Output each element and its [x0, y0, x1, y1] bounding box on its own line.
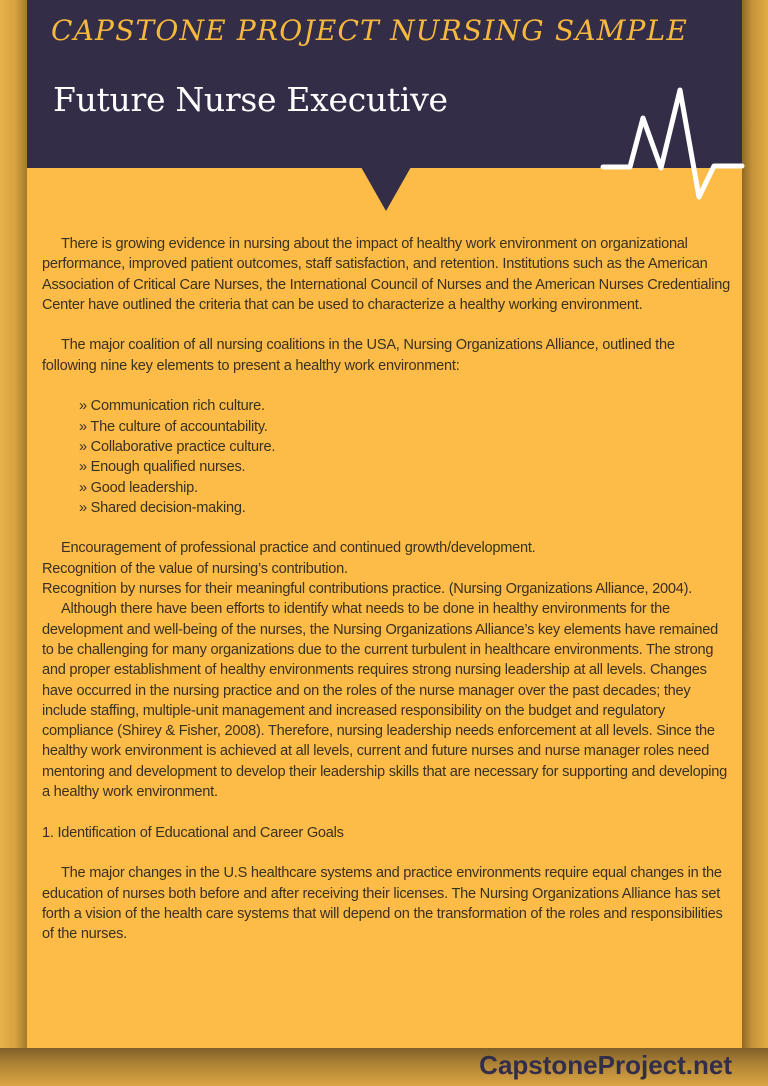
key-elements-list	[42, 396, 732, 518]
list-item: » Collaborative practice culture.	[79, 438, 276, 455]
paragraph-coalition: The major coalition of all nursing coalitions in the USA, Nursing Organizations Alliance, outlined the following nine key elements to present a healthy work environment:	[42, 337, 675, 374]
document-title: Future Nurse Executive	[53, 80, 448, 119]
list-item: » The culture of accountability.	[79, 418, 268, 435]
list-item: » Shared decision-making.	[79, 499, 246, 516]
header-pointer-triangle	[361, 167, 411, 211]
list-item: » Good leadership.	[79, 479, 198, 496]
right-frame-edge	[742, 0, 768, 1086]
document-kicker: CAPSTONE PROJECT NURSING SAMPLE	[51, 14, 689, 47]
section-heading: 1. Identification of Educational and Career Goals	[42, 824, 344, 841]
line-recognition-value: Recognition of the value of nursing’s contribution.	[42, 560, 348, 577]
document-card	[27, 0, 742, 1048]
list-item: » Enough qualified nurses.	[79, 459, 246, 476]
paragraph-intro: There is growing evidence in nursing about the impact of healthy work environment on organizational performance, improved patient outcomes, staff satisfaction, and retention. Institutions such as the American Association of Critical Care Nurses, the International Council of Nurses and the American Nurses Credentialing Center have outlined the criteria that can be used to characterize a healthy working environment.	[42, 236, 730, 313]
paragraph-education: The major changes in the U.S healthcare systems and practice environments require equal changes in the education of nurses both before and after receiving their licenses. The Nursing Organizations Alliance has set forth a vision of the health care systems that will depend on the transformation of the roles and responsibilities of the nurses.	[42, 865, 723, 943]
line-encouragement: Encouragement of professional practice and continued growth/development.	[61, 540, 536, 557]
heartbeat-pulse-icon	[600, 80, 745, 210]
footer-site-link[interactable]: CapstoneProject.net	[479, 1050, 732, 1080]
paragraph-leadership: Although there have been efforts to identify what needs to be done in healthy environments for the development and well-being of the nurses, the Nursing Organizations Alliance’s key elements have remained to be challenging for many organizations due to the current turbulent in healthcare environments. The strong and proper establishment of healthy environments requires strong nursing leadership at all levels. Changes have occurred in the nursing practice and on the roles of the nurse manager over the past decades; they include staffing, multiple-unit management and increased responsibility on the budget and regulatory compliance (Shirey & Fisher, 2008). Therefore, nursing leadership needs enforcement at all levels. Since the healthy work environment is achieved at all levels, current and future nurses and nurse manager roles need mentoring and development to develop their leadership skills that are necessary for supporting and developing a healthy work environment.	[42, 601, 728, 801]
list-item: » Communication rich culture.	[79, 398, 265, 415]
document-body	[42, 234, 732, 944]
line-recognition-nurses: Recognition by nurses for their meaningful contributions practice. (Nursing Organizations Alliance, 2004).	[42, 581, 693, 598]
left-frame-edge	[0, 0, 27, 1086]
